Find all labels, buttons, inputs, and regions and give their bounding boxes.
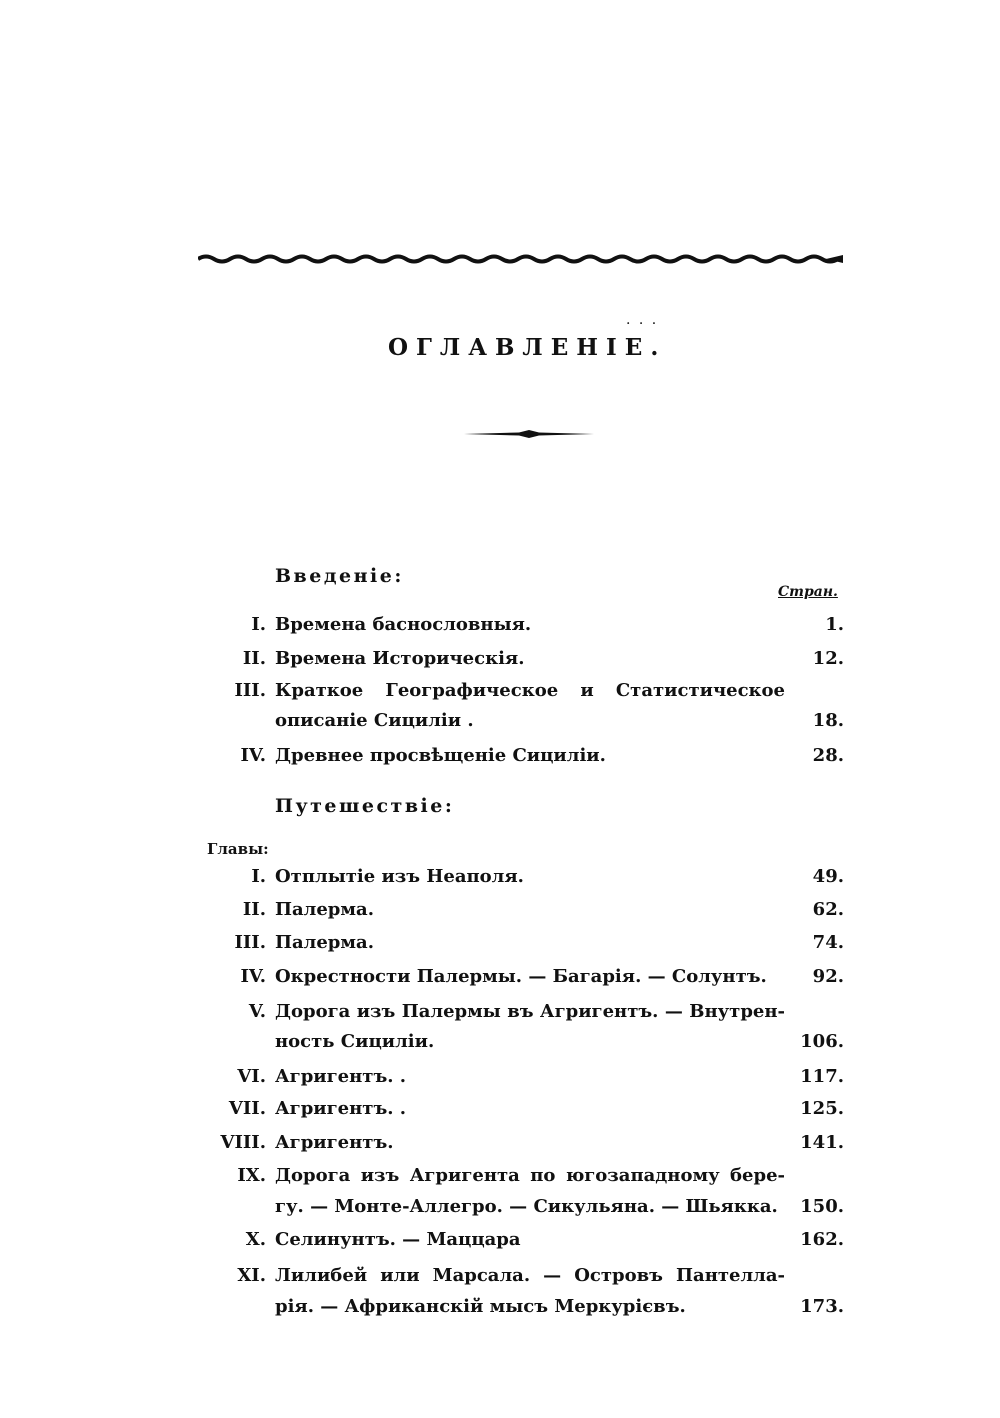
entry-number: I. — [251, 866, 266, 887]
entry-title: Палерма. — [275, 932, 374, 953]
chapters-label: Главы: — [207, 840, 269, 858]
entry-number: VII. — [228, 1098, 266, 1119]
page-column-label: Стран. — [778, 584, 838, 600]
ornamental-divider — [464, 428, 594, 440]
entry-page: 49. — [812, 866, 844, 887]
entry-number: III. — [234, 680, 266, 701]
entry-page: 117. — [800, 1066, 844, 1087]
entry-title-line: гу. — Монте-Аллегро. — Сикульяна. — Шьякка. — [275, 1196, 778, 1217]
entry-number: VI. — [237, 1066, 266, 1087]
introduction-heading: Введеніе: — [275, 565, 404, 587]
entry-page: 92. — [812, 966, 844, 987]
entry-page: 173. — [800, 1296, 844, 1317]
entry-title: Агригентъ. . — [275, 1066, 407, 1087]
entry-number: IV. — [240, 966, 266, 987]
entry-title: Времена Историческія. — [275, 648, 525, 669]
entry-number: III. — [234, 932, 266, 953]
entry-title: Селинунтъ. — Маццара — [275, 1229, 521, 1250]
page-title: ОГЛАВЛЕНІЕ. — [388, 334, 667, 361]
entry-title: Отплытіе изъ Неаполя. — [275, 866, 524, 887]
journey-heading: Путешествіе: — [275, 795, 455, 817]
entry-title-line: Краткое Географическое и Статистическое — [275, 680, 785, 701]
entry-page: 125. — [800, 1098, 844, 1119]
entry-page: 12. — [812, 648, 844, 669]
entry-page: 62. — [812, 899, 844, 920]
entry-page: 1. — [825, 614, 844, 635]
entry-title: Окрестности Палермы. — Багарія. — Солунтъ. — [275, 966, 767, 987]
entry-title: Палерма. — [275, 899, 374, 920]
entry-title: Агригентъ. — [275, 1132, 394, 1153]
entry-number: IV. — [240, 745, 266, 766]
entry-title-line: Дорога изъ Агригента по югозападному бере- — [275, 1165, 785, 1186]
entry-number: I. — [251, 614, 266, 635]
entry-title: Древнее просвѣщеніе Сициліи. — [275, 745, 606, 766]
entry-title: Агригентъ. . — [275, 1098, 407, 1119]
entry-number: XI. — [237, 1265, 266, 1286]
entry-page: 106. — [800, 1031, 844, 1052]
entry-title-line: рія. — Африканскій мысъ Меркурієвъ. — [275, 1296, 686, 1317]
entry-number: IX. — [237, 1165, 266, 1186]
entry-page: 162. — [800, 1229, 844, 1250]
entry-title-line: описаніе Сициліи . — [275, 710, 474, 731]
entry-title: Времена баснословныя. — [275, 614, 532, 635]
entry-page: 141. — [800, 1132, 844, 1153]
heading-dots: · · · — [626, 316, 659, 332]
entry-page: 18. — [812, 710, 844, 731]
ornamental-top-rule — [198, 250, 843, 266]
entry-page: 74. — [812, 932, 844, 953]
entry-title-line: ность Сициліи. — [275, 1031, 435, 1052]
entry-number: V. — [248, 1001, 266, 1022]
entry-number: X. — [245, 1229, 266, 1250]
entry-number: VIII. — [220, 1132, 266, 1153]
entry-number: II. — [242, 899, 266, 920]
entry-title-line: Лилибей или Марсала. — Островъ Пантелла- — [275, 1265, 785, 1286]
entry-number: II. — [242, 648, 266, 669]
entry-page: 150. — [800, 1196, 844, 1217]
entry-title-line: Дорога изъ Палермы въ Агригентъ. — Внутрен- — [275, 1001, 785, 1022]
entry-page: 28. — [812, 745, 844, 766]
